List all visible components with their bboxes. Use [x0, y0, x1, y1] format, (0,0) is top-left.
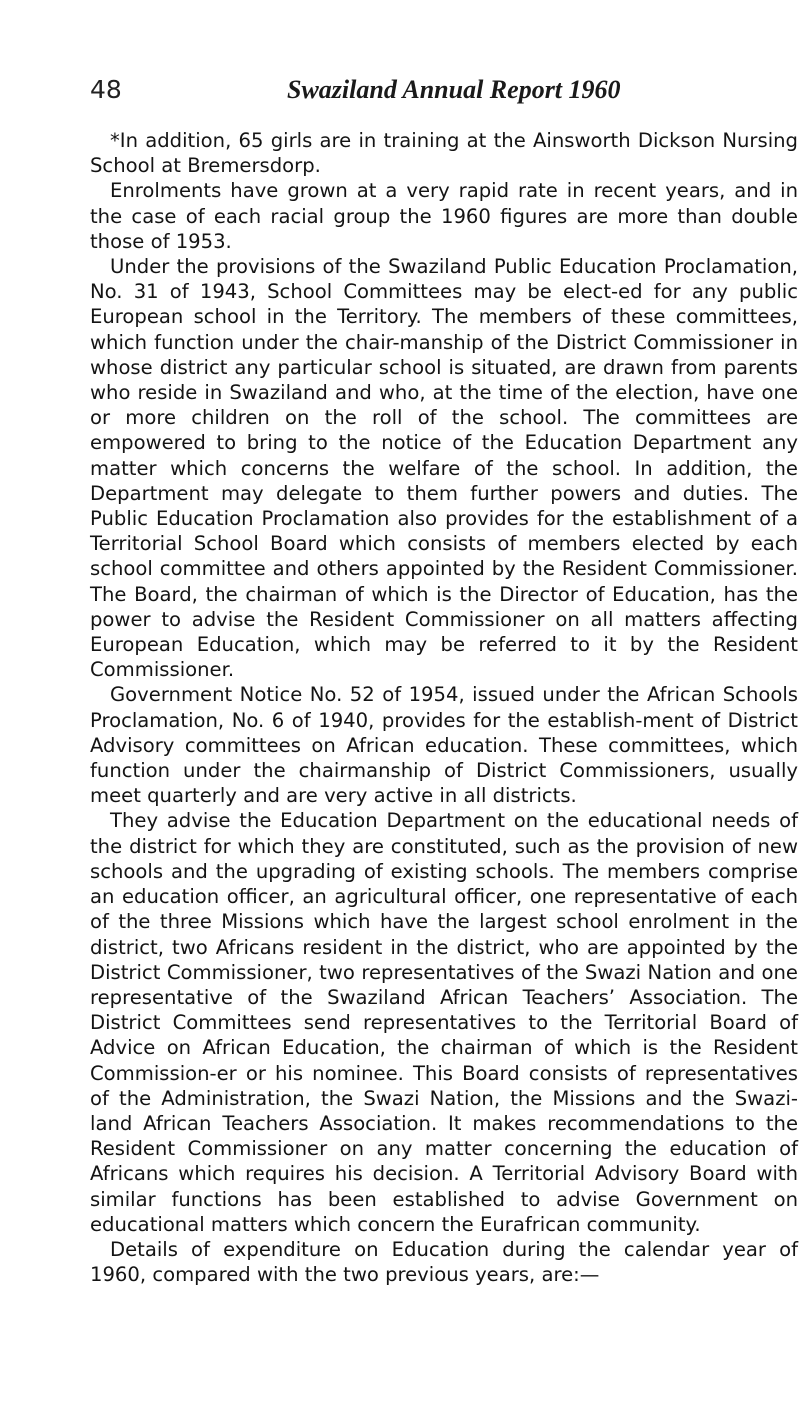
body-text [90, 128, 798, 1287]
page-number: 48 [90, 75, 122, 104]
paragraph-nursing-school: *In addition, 65 girls are in training at the Ainsworth Dickson Nursing School at Bremersdorp. [90, 129, 798, 178]
page-header [90, 72, 770, 108]
paragraph-expenditure-intro: Details of expenditure on Education during the calendar year of 1960, compared with the two previous years, are:— [90, 1237, 798, 1287]
paragraph-enrolments: Enrolments have grown at a very rapid rate in recent years, and in the case of each racial group the 1960 figures are more than double those of 1953. [90, 179, 798, 253]
paragraph-school-committees: Under the provisions of the Swaziland Public Education Proclamation, No. 31 of 1943, School Committees may be elect-ed for any public European school in the Territory. The members of these committees, which function under the chair-manship of the District Commissioner in whose district any particular school is situated, are drawn from parents who reside in Swaziland and who, at the time of the election, have one or more children on the roll of the school. The committees are empowered to bring to the notice of the Education Department any matter which concerns the welfare of the school. In addition, the Department may delegate to them further powers and duties. The Public Education Proclamation also provides for the establishment of a Territorial School Board which consists of members elected by each school committee and others appointed by the Resident Commissioner. The Board, the chairman of which is the Director of Education, has the power to advise the Resident Commissioner on all matters affecting European Education, which may be referred to it by the Resident Commissioner. [90, 255, 798, 682]
running-title: Swaziland Annual Report 1960 [287, 75, 621, 104]
paragraph-committee-duties: They advise the Education Department on the educational needs of the district for which they are constituted, such as the provision of new schools and the upgrading of existing schools. The members comprise an education officer, an agricultural officer, one representative of each of the three Missions which have the largest school enrolment in the district, two Africans resident in the district, who are appointed by the District Commissioner, two representatives of the Swazi Nation and one representative of the Swaziland African Teachers’ Association. The District Committees send representatives to the Territorial Board of Advice on African Education, the chairman of which is the Resident Commission-er or his nominee. This Board consists of representatives of the Administration, the Swazi Nation, the Missions and the Swazi-land African Teachers Association. It makes recommendations to the Resident Commissioner on any matter concerning the education of Africans which requires his decision. A Territorial Advisory Board with similar functions has been established to advise Government on educational matters which concern the Eurafrican community. [90, 809, 798, 1236]
paragraph-district-advisory-committees: Government Notice No. 52 of 1954, issued under the African Schools Proclamation, No. 6 of 1940, provides for the establish-ment of District Advisory committees on African education. These committees, which function under the chairmanship of District Commissioners, usually meet quarterly and are very active in all districts. [90, 683, 798, 808]
